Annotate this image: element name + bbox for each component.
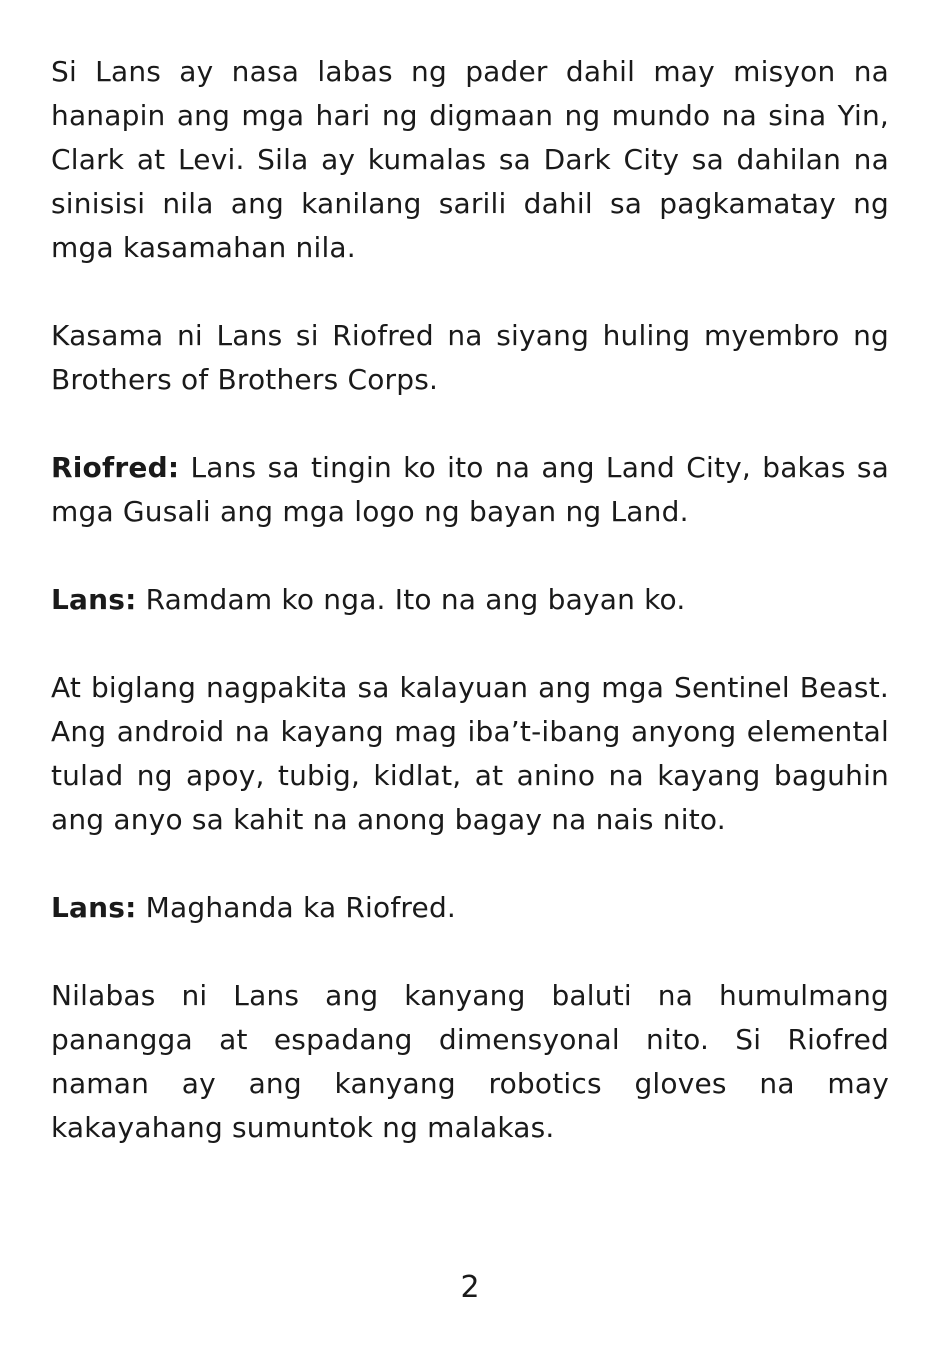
speaker-name: Lans:	[51, 891, 137, 924]
speaker-name: Riofred:	[51, 451, 180, 484]
dialogue-text: Maghanda ka Riofred.	[136, 891, 457, 924]
paragraph-text: At biglang nagpakita sa kalayuan ang mga Sentinel Beast. Ang android na kayang mag iba’t-ibang anyong elemental tulad ng apoy, tubig, kidlat, at anino na kayang baguhin ang anyo sa kahit na anong bagay na nais nito.	[51, 671, 889, 836]
narration-paragraph	[51, 974, 889, 1150]
dialogue-text: Ramdam ko nga. Ito na ang bayan ko.	[136, 583, 686, 616]
narration-paragraph	[51, 50, 889, 270]
document-page	[51, 50, 889, 1194]
paragraph-text: Nilabas ni Lans ang kanyang baluti na humulmang panangga at espadang dimensyonal nito. Si Riofred naman ay ang kanyang robotics gloves na may kakayahang sumuntok ng malakas.	[51, 979, 889, 1144]
speaker-name: Lans:	[51, 583, 137, 616]
paragraph-text: Kasama ni Lans si Riofred na siyang huling myembro ng Brothers of Brothers Corps.	[51, 319, 889, 396]
dialogue-text: Lans sa tingin ko ito na ang Land City, bakas sa mga Gusali ang mga logo ng bayan ng Land.	[51, 451, 889, 528]
paragraph-text: Si Lans ay nasa labas ng pader dahil may misyon na hanapin ang mga hari ng digmaan ng mundo na sina Yin, Clark at Levi. Sila ay kumalas sa Dark City sa dahilan na sinisisi nila ang kanilang sarili dahil sa pagkamatay ng mga kasamahan nila.	[51, 55, 889, 264]
page-number: 2	[460, 1270, 480, 1305]
narration-paragraph	[51, 666, 889, 842]
dialogue-paragraph	[51, 578, 889, 622]
narration-paragraph	[51, 314, 889, 402]
dialogue-paragraph	[51, 886, 889, 930]
dialogue-paragraph	[51, 446, 889, 534]
